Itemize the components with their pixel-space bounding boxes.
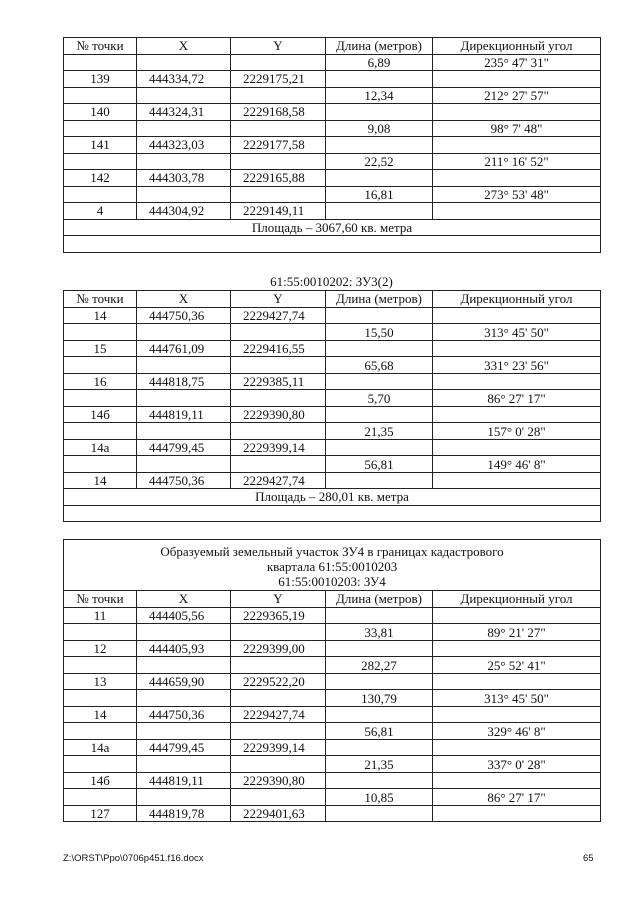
section-title-line: Образуемый земельный участок ЗУ4 в границах кадастрового <box>160 544 504 559</box>
y-coordinate: 2229399,14 <box>231 439 326 456</box>
header-row <box>64 291 601 308</box>
length-cell <box>326 673 433 690</box>
y-coordinate: 2229522,20 <box>231 673 326 690</box>
x-coordinate <box>137 357 231 374</box>
point-row <box>64 472 601 489</box>
y-coordinate: 2229399,00 <box>231 640 326 657</box>
section-title-row <box>64 540 601 591</box>
x-coordinate <box>137 324 231 341</box>
segment-row <box>64 657 601 674</box>
point-number <box>64 324 137 341</box>
y-coordinate: 2229177,58 <box>231 137 326 154</box>
point-row <box>64 137 601 154</box>
column-header: Длина (метров) <box>326 591 433 608</box>
length-cell <box>326 170 433 187</box>
section-caption: 61:55:0010202: ЗУ3(2) <box>270 274 393 289</box>
x-coordinate: 444799,45 <box>137 439 231 456</box>
direction-angle: 337° 0' 28" <box>433 756 601 773</box>
y-coordinate <box>231 657 326 674</box>
direction-angle: 89° 21' 27" <box>433 624 601 641</box>
x-coordinate <box>137 423 231 440</box>
empty-cell <box>64 505 601 522</box>
segment-row <box>64 54 601 71</box>
x-coordinate <box>137 657 231 674</box>
segment-row <box>64 624 601 641</box>
point-number: 14б <box>64 772 137 789</box>
y-coordinate: 2229365,19 <box>231 607 326 624</box>
x-coordinate: 444323,03 <box>137 137 231 154</box>
area-value: Площадь – 280,01 кв. метра <box>64 489 601 506</box>
x-coordinate: 444819,78 <box>137 805 231 822</box>
x-coordinate: 444405,93 <box>137 640 231 657</box>
direction-angle: 86° 27' 17" <box>433 789 601 806</box>
angle-cell <box>433 104 601 121</box>
angle-cell <box>433 607 601 624</box>
direction-angle: 235° 47' 31" <box>433 54 601 71</box>
x-coordinate <box>137 723 231 740</box>
length-cell <box>326 739 433 756</box>
angle-cell <box>433 673 601 690</box>
segment-row <box>64 690 601 707</box>
segment-row <box>64 390 601 407</box>
table-body <box>64 38 601 253</box>
point-number: 142 <box>64 170 137 187</box>
angle-cell <box>433 805 601 822</box>
segment-row <box>64 789 601 806</box>
header-row <box>64 591 601 608</box>
point-number <box>64 690 137 707</box>
y-coordinate: 2229149,11 <box>231 203 326 220</box>
area-row <box>64 219 601 236</box>
length-value: 16,81 <box>326 186 433 203</box>
x-coordinate <box>137 456 231 473</box>
direction-angle: 25° 52' 41" <box>433 657 601 674</box>
empty-cell <box>64 236 601 253</box>
y-coordinate: 2229168,58 <box>231 104 326 121</box>
point-number: 11 <box>64 607 137 624</box>
point-number: 16 <box>64 373 137 390</box>
column-header: X <box>137 591 231 608</box>
angle-cell <box>433 739 601 756</box>
coordinates-table-2 <box>63 290 601 522</box>
length-value: 21,35 <box>326 756 433 773</box>
direction-angle: 157° 0' 28" <box>433 423 601 440</box>
column-header: № точки <box>64 38 137 55</box>
length-cell <box>326 640 433 657</box>
point-row <box>64 406 601 423</box>
point-number: 14 <box>64 472 137 489</box>
point-row <box>64 104 601 121</box>
point-number <box>64 723 137 740</box>
header-row <box>64 38 601 55</box>
direction-angle: 149° 46' 8" <box>433 456 601 473</box>
point-number: 127 <box>64 805 137 822</box>
length-value: 12,34 <box>326 87 433 104</box>
direction-angle: 98° 7' 48" <box>433 120 601 137</box>
x-coordinate <box>137 54 231 71</box>
y-coordinate: 2229165,88 <box>231 170 326 187</box>
x-coordinate: 444819,11 <box>137 772 231 789</box>
length-cell <box>326 203 433 220</box>
angle-cell <box>433 472 601 489</box>
column-header: X <box>137 38 231 55</box>
angle-cell <box>433 203 601 220</box>
column-header: № точки <box>64 591 137 608</box>
y-coordinate <box>231 120 326 137</box>
y-coordinate: 2229385,11 <box>231 373 326 390</box>
segment-row <box>64 87 601 104</box>
column-header: Дирекционный угол <box>433 291 601 308</box>
point-row <box>64 739 601 756</box>
point-row <box>64 203 601 220</box>
segment-row <box>64 423 601 440</box>
coordinates-table-3 <box>63 539 601 822</box>
y-coordinate <box>231 390 326 407</box>
length-value: 6,89 <box>326 54 433 71</box>
direction-angle: 212° 27' 57" <box>433 87 601 104</box>
point-number <box>64 87 137 104</box>
length-cell <box>326 706 433 723</box>
angle-cell <box>433 772 601 789</box>
y-coordinate <box>231 456 326 473</box>
length-cell <box>326 472 433 489</box>
direction-angle: 313° 45' 50" <box>433 690 601 707</box>
point-number <box>64 186 137 203</box>
length-cell <box>326 137 433 154</box>
length-value: 56,81 <box>326 723 433 740</box>
point-number <box>64 456 137 473</box>
point-number <box>64 357 137 374</box>
point-number <box>64 390 137 407</box>
length-value: 5,70 <box>326 390 433 407</box>
segment-row <box>64 723 601 740</box>
y-coordinate <box>231 423 326 440</box>
x-coordinate <box>137 186 231 203</box>
length-value: 21,35 <box>326 423 433 440</box>
column-header: X <box>137 291 231 308</box>
point-number: 14а <box>64 739 137 756</box>
point-number: 141 <box>64 137 137 154</box>
length-cell <box>326 307 433 324</box>
point-row <box>64 71 601 88</box>
y-coordinate <box>231 186 326 203</box>
point-number <box>64 423 137 440</box>
point-number: 14 <box>64 307 137 324</box>
point-number: 140 <box>64 104 137 121</box>
y-coordinate: 2229399,14 <box>231 739 326 756</box>
x-coordinate <box>137 120 231 137</box>
point-row <box>64 673 601 690</box>
x-coordinate: 444304,92 <box>137 203 231 220</box>
y-coordinate: 2229401,63 <box>231 805 326 822</box>
length-value: 282,27 <box>326 657 433 674</box>
segment-row <box>64 186 601 203</box>
length-value: 65,68 <box>326 357 433 374</box>
segment-row <box>64 153 601 170</box>
coordinates-table-1 <box>63 37 601 253</box>
angle-cell <box>433 307 601 324</box>
column-header: Y <box>231 291 326 308</box>
x-coordinate: 444303,78 <box>137 170 231 187</box>
segment-row <box>64 456 601 473</box>
point-number <box>64 789 137 806</box>
y-coordinate: 2229175,21 <box>231 71 326 88</box>
empty-row <box>64 505 601 522</box>
angle-cell <box>433 373 601 390</box>
y-coordinate <box>231 357 326 374</box>
section-title-line: 61:55:0010203: ЗУ4 <box>278 574 386 589</box>
length-cell <box>326 373 433 390</box>
column-header: Y <box>231 38 326 55</box>
column-header: Длина (метров) <box>326 38 433 55</box>
x-coordinate: 444761,09 <box>137 340 231 357</box>
footer-file-path: Z:\ORST\Ppo\0706p451.f16.docx <box>63 853 204 864</box>
section-title-line: квартала 61:55:0010203 <box>266 559 398 574</box>
point-row <box>64 607 601 624</box>
point-number: 15 <box>64 340 137 357</box>
y-coordinate <box>231 690 326 707</box>
section-title <box>64 540 601 591</box>
point-row <box>64 706 601 723</box>
length-cell <box>326 406 433 423</box>
x-coordinate: 444659,90 <box>137 673 231 690</box>
empty-row <box>64 236 601 253</box>
length-value: 15,50 <box>326 324 433 341</box>
x-coordinate: 444750,36 <box>137 706 231 723</box>
angle-cell <box>433 71 601 88</box>
point-number: 13 <box>64 673 137 690</box>
footer-page-number: 65 <box>583 853 594 864</box>
length-cell <box>326 607 433 624</box>
area-value: Площадь – 3067,60 кв. метра <box>64 219 601 236</box>
direction-angle: 331° 23' 56" <box>433 357 601 374</box>
x-coordinate: 444405,56 <box>137 607 231 624</box>
y-coordinate <box>231 87 326 104</box>
y-coordinate <box>231 624 326 641</box>
point-row <box>64 439 601 456</box>
x-coordinate <box>137 756 231 773</box>
point-number: 12 <box>64 640 137 657</box>
y-coordinate: 2229427,74 <box>231 706 326 723</box>
table-body <box>64 540 601 822</box>
length-cell <box>326 439 433 456</box>
segment-row <box>64 120 601 137</box>
point-row <box>64 307 601 324</box>
point-row <box>64 373 601 390</box>
point-row <box>64 640 601 657</box>
length-value: 22,52 <box>326 153 433 170</box>
x-coordinate <box>137 624 231 641</box>
length-value: 130,79 <box>326 690 433 707</box>
y-coordinate <box>231 153 326 170</box>
y-coordinate <box>231 789 326 806</box>
segment-row <box>64 324 601 341</box>
length-value: 10,85 <box>326 789 433 806</box>
y-coordinate: 2229427,74 <box>231 307 326 324</box>
point-number <box>64 756 137 773</box>
length-cell <box>326 772 433 789</box>
angle-cell <box>433 170 601 187</box>
x-coordinate <box>137 690 231 707</box>
point-number <box>64 54 137 71</box>
y-coordinate <box>231 324 326 341</box>
direction-angle: 313° 45' 50" <box>433 324 601 341</box>
length-value: 9,08 <box>326 120 433 137</box>
direction-angle: 273° 53' 48" <box>433 186 601 203</box>
x-coordinate: 444819,11 <box>137 406 231 423</box>
direction-angle: 329° 46' 8" <box>433 723 601 740</box>
angle-cell <box>433 406 601 423</box>
length-cell <box>326 805 433 822</box>
angle-cell <box>433 640 601 657</box>
column-header: Дирекционный угол <box>433 38 601 55</box>
point-row <box>64 772 601 789</box>
x-coordinate: 444799,45 <box>137 739 231 756</box>
x-coordinate: 444334,72 <box>137 71 231 88</box>
point-number <box>64 120 137 137</box>
x-coordinate: 444818,75 <box>137 373 231 390</box>
point-number: 4 <box>64 203 137 220</box>
point-row <box>64 805 601 822</box>
column-header: Длина (метров) <box>326 291 433 308</box>
column-header: Дирекционный угол <box>433 591 601 608</box>
point-number: 139 <box>64 71 137 88</box>
x-coordinate: 444750,36 <box>137 472 231 489</box>
direction-angle: 211° 16' 52" <box>433 153 601 170</box>
table-body <box>64 291 601 522</box>
y-coordinate: 2229390,80 <box>231 772 326 789</box>
x-coordinate <box>137 153 231 170</box>
direction-angle: 86° 27' 17" <box>433 390 601 407</box>
length-cell <box>326 71 433 88</box>
segment-row <box>64 756 601 773</box>
point-number <box>64 657 137 674</box>
angle-cell <box>433 706 601 723</box>
length-value: 56,81 <box>326 456 433 473</box>
segment-row <box>64 357 601 374</box>
length-cell <box>326 340 433 357</box>
y-coordinate <box>231 756 326 773</box>
x-coordinate: 444324,31 <box>137 104 231 121</box>
angle-cell <box>433 340 601 357</box>
y-coordinate: 2229427,74 <box>231 472 326 489</box>
area-row <box>64 489 601 506</box>
y-coordinate <box>231 723 326 740</box>
point-number: 14 <box>64 706 137 723</box>
point-number: 14а <box>64 439 137 456</box>
point-number: 14б <box>64 406 137 423</box>
point-number <box>64 153 137 170</box>
length-value: 33,81 <box>326 624 433 641</box>
point-row <box>64 170 601 187</box>
y-coordinate: 2229416,55 <box>231 340 326 357</box>
angle-cell <box>433 137 601 154</box>
x-coordinate: 444750,36 <box>137 307 231 324</box>
column-header: Y <box>231 591 326 608</box>
column-header: № точки <box>64 291 137 308</box>
point-number <box>64 624 137 641</box>
x-coordinate <box>137 390 231 407</box>
x-coordinate <box>137 87 231 104</box>
length-cell <box>326 104 433 121</box>
x-coordinate <box>137 789 231 806</box>
point-row <box>64 340 601 357</box>
y-coordinate: 2229390,80 <box>231 406 326 423</box>
y-coordinate <box>231 54 326 71</box>
angle-cell <box>433 439 601 456</box>
